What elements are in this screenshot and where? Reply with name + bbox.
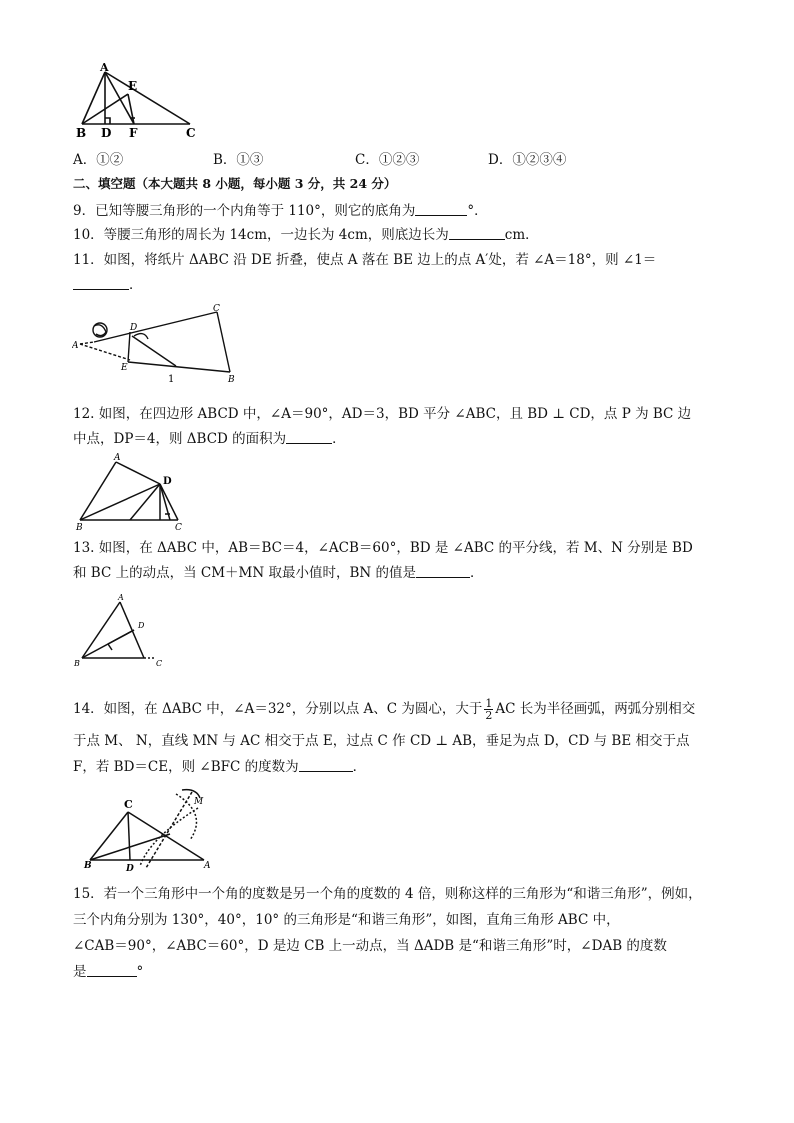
fraction-denominator: 2: [485, 709, 493, 722]
option-b[interactable]: B．①③: [213, 152, 264, 168]
question-14-line3: [73, 755, 366, 775]
question-13-line1: 13. 如图，在 ΔABC 中，AB＝BC＝4，∠ACB＝60°，BD 是 ∠ABC 的平分线，若 M、N 分别是 BD: [73, 540, 693, 556]
answer-blank-q15[interactable]: [87, 964, 137, 977]
question-11-line1: 11．如图，将纸片 ΔABC 沿 DE 折叠，使点 A 落在 BE 边上的点 A′处，若 ∠A＝18°，则 ∠1＝: [73, 252, 657, 268]
answer-blank-q14[interactable]: [299, 759, 353, 772]
question-14-line1: [73, 697, 695, 721]
figure-q13: [72, 590, 172, 670]
q11-end: ．: [129, 277, 143, 293]
question-9: [73, 199, 488, 219]
q12-text: 中点，DP＝4，则 ΔBCD 的面积为: [73, 431, 287, 447]
question-15-line3: ∠CAB＝90°，∠ABC＝60°，D 是边 CB 上一动点，当 ΔADB 是“和谐三角形”时，∠DAB 的度数: [73, 938, 667, 954]
label-b: B: [74, 659, 80, 668]
q10-text: 10．等腰三角形的周长为 14cm，一边长为 4cm，则底边长为: [73, 227, 449, 243]
figure-q14: [80, 784, 220, 874]
label-c: C: [175, 523, 182, 532]
q15-end: °: [136, 964, 144, 980]
label-c: C: [213, 304, 220, 314]
label-f: F: [129, 126, 138, 140]
q9-text: 9．已知等腰三角形的一个内角等于 110°，则它的底角为: [73, 203, 416, 219]
option-d[interactable]: D．①②③④: [488, 152, 567, 168]
q13-text: 和 BC 上的动点，当 CM＋MN 取最小值时，BN 的值是: [73, 565, 416, 581]
question-15-line1: 15．若一个三角形中一个角的度数是另一个角的度数的 4 倍，则称这样的三角形为“和谐三角形”，例如，: [73, 886, 702, 902]
question-11-line2: [73, 273, 143, 293]
label-d: D: [130, 323, 138, 333]
label-a: A: [100, 62, 109, 74]
question-12-line1: 12. 如图，在四边形 ABCD 中，∠A＝90°，AD＝3，BD 平分 ∠ABC，且 BD ⊥ CD，点 P 为 BC 边: [73, 406, 692, 422]
label-d: D: [126, 864, 134, 874]
label-1: 1: [168, 374, 175, 384]
label-d: D: [138, 621, 145, 630]
answer-blank-q13[interactable]: [416, 565, 470, 578]
label-b: B: [76, 126, 87, 140]
question-15-line4: [73, 960, 143, 980]
answer-blank-q10[interactable]: [449, 227, 505, 240]
label-a: A: [118, 593, 124, 602]
q12-end: ．: [332, 431, 346, 447]
answer-blank-q9[interactable]: [415, 203, 467, 216]
q13-end: ．: [469, 565, 484, 581]
q14-end: ．: [352, 759, 367, 775]
label-c: C: [124, 798, 133, 811]
question-14-line2: 于点 M、 N，直线 MN 与 AC 相交于点 E，过点 C 作 CD ⊥ AB，垂足为点 D，CD 与 BE 相交于点: [73, 733, 690, 749]
question-13-line2: [73, 561, 483, 581]
label-b: B: [84, 861, 92, 871]
q9-end: °．: [467, 203, 488, 219]
label-e: E: [128, 79, 138, 93]
q14-text-a: 14．如图，在 ΔABC 中，∠A＝32°，分别以点 A、C 为圆心，大于: [73, 701, 483, 717]
figure-q8: [72, 62, 212, 142]
figure-q12: [72, 450, 192, 532]
q10-end: cm．: [504, 227, 539, 243]
label-b: B: [76, 523, 83, 532]
label-c: C: [186, 126, 196, 140]
figure-q11: [72, 302, 242, 384]
section-heading: 二、填空题（本大题共 8 小题，每小题 3 分，共 24 分）: [73, 176, 397, 191]
question-10: [73, 223, 539, 243]
question-12-line2: [73, 427, 346, 447]
q14-text-b: AC 长为半径画弧，两弧分别相交: [495, 701, 696, 717]
option-a[interactable]: A．①②: [73, 152, 124, 168]
option-c[interactable]: C．①②③: [355, 152, 420, 168]
fraction-numerator: 1: [485, 697, 493, 710]
answer-blank-q12[interactable]: [286, 431, 332, 444]
label-a: A: [114, 453, 121, 463]
fraction-one-half: [484, 698, 493, 721]
label-m: M: [194, 797, 204, 807]
q15-text: 是: [73, 964, 87, 980]
label-a: A: [72, 341, 79, 351]
label-e: E: [121, 363, 128, 373]
q14-text-c: F，若 BD＝CE，则 ∠BFC 的度数为: [73, 759, 299, 775]
question-15-line2: 三个内角分别为 130°，40°，10° 的三角形是“和谐三角形”，如图，直角三角形 ABC 中，: [73, 912, 620, 928]
label-b: B: [228, 375, 235, 384]
label-d: D: [101, 126, 112, 140]
label-d: D: [163, 476, 172, 487]
label-c: C: [156, 659, 163, 668]
label-a: A: [204, 861, 211, 871]
answer-blank-q11[interactable]: [73, 277, 129, 290]
